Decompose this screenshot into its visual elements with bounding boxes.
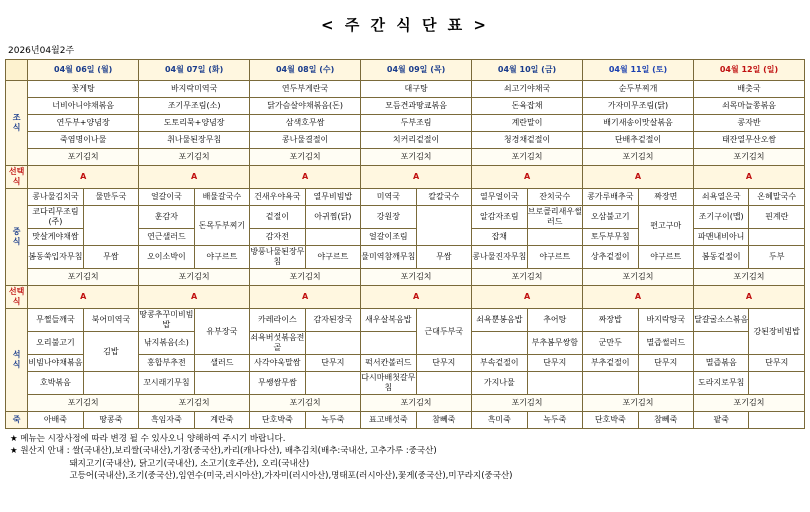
snack-option: A xyxy=(694,166,805,189)
dish-cell: 오이소박이 xyxy=(139,246,194,269)
dish-cell: 잡채 xyxy=(472,229,527,246)
snack-label: 선택식 xyxy=(6,286,28,309)
dish-cell: 바지락탕국 xyxy=(638,309,693,332)
kimchi-cell: 포기김치 xyxy=(472,269,583,286)
dish-cell: 봄동겉절이 xyxy=(694,246,749,269)
dish-cell xyxy=(527,229,582,246)
dish-cell: 편고구마 xyxy=(638,206,693,246)
snack-header-row-lunch xyxy=(6,166,805,189)
dish-cell: 꼬시래기무침 xyxy=(139,372,194,395)
dish-cell: 상추겉절이 xyxy=(583,246,638,269)
dish-cell xyxy=(83,206,138,246)
dish-cell: 잔치국수 xyxy=(527,189,582,206)
dish-cell: 새우살복음밥 xyxy=(361,309,416,332)
column-header-sun: 04월 12일 (일) xyxy=(694,60,805,81)
kimchi-cell: 포기김치 xyxy=(139,149,250,166)
dish-cell: 쇠욕뿐봉음밥 xyxy=(472,309,527,332)
dish-cell: 비빔나야채볶음 xyxy=(28,355,83,372)
dish-cell: 콩가루배추국 xyxy=(583,189,638,206)
dish-cell xyxy=(694,332,749,355)
dish-cell: 김밥 xyxy=(83,332,138,372)
porridge-cell: 참뻬죽 xyxy=(638,412,693,429)
dish-cell: 열무비빔밥 xyxy=(305,189,360,206)
dish-cell: 유부장국 xyxy=(194,309,249,355)
snack-option: A xyxy=(250,286,361,309)
dish-cell: 단무지 xyxy=(749,355,805,372)
snack-option: A xyxy=(472,166,583,189)
dish-cell: 죽염명이나물 xyxy=(28,132,139,149)
column-header-tue: 04월 07일 (화) xyxy=(139,60,250,81)
dish-cell xyxy=(583,372,638,395)
dish-cell: 가자미무조림(닭) xyxy=(583,98,694,115)
dish-cell: 방풍나물된장무침 xyxy=(250,246,305,269)
dish-cell: 쇠욕열은국 xyxy=(694,189,749,206)
table-row xyxy=(6,332,805,355)
porridge-cell: 흑미죽 xyxy=(472,412,527,429)
meal-label-dinner: 석 식 xyxy=(6,309,28,412)
dish-cell: 너비아니야채볶음 xyxy=(28,98,139,115)
kimchi-cell: 포기김치 xyxy=(250,395,361,412)
snack-option: A xyxy=(28,166,139,189)
snack-label: 선택식 xyxy=(6,166,28,189)
kimchi-cell: 포기김치 xyxy=(28,395,139,412)
snack-option: A xyxy=(139,166,250,189)
column-header-fri: 04월 10일 (금) xyxy=(472,60,583,81)
dish-cell: 감자된장국 xyxy=(305,309,360,332)
dish-cell: 무쌈 xyxy=(416,246,471,269)
dish-cell: 군만두 xyxy=(583,332,638,355)
snack-option: A xyxy=(139,286,250,309)
dish-cell: 근대두부국 xyxy=(416,309,471,355)
table-row xyxy=(6,81,805,98)
dish-cell: 조기구이(맵) xyxy=(694,206,749,229)
dish-cell: 짜장면 xyxy=(638,189,693,206)
page-title: < 주 간 식 단 표 > xyxy=(321,16,489,34)
dish-cell: 배물갈국수 xyxy=(194,189,249,206)
note-line: 고등어(국내산),조기(중국산),임연수(미국,러시아산),가자미(러시아산),명태포(러시아산),꽃게(중국산),미꾸라지(중국산) xyxy=(10,470,513,481)
dish-cell: 순두부찌개 xyxy=(583,81,694,98)
dish-cell: 다시마배첫갈무침 xyxy=(361,372,416,395)
column-header-wed: 04월 08일 (수) xyxy=(250,60,361,81)
dish-cell: 도라지로무침 xyxy=(694,372,749,395)
dish-cell xyxy=(416,206,471,246)
dish-cell: 콩나물진자무침 xyxy=(472,246,527,269)
dish-cell: 낚지볶음(소) xyxy=(139,332,194,355)
kimchi-cell: 포기김치 xyxy=(28,269,139,286)
porridge-cell: 단호박죽 xyxy=(583,412,638,429)
snack-option: A xyxy=(361,166,472,189)
meal-label-breakfast: 조 식 xyxy=(6,81,28,166)
dish-cell: 맛살게야채쌈 xyxy=(28,229,83,246)
dish-cell: 알감자조림 xyxy=(472,206,527,229)
dish-cell: 겉절이 xyxy=(250,206,305,229)
dish-cell: 두부조림 xyxy=(361,115,472,132)
dish-cell: 파맨내비아니 xyxy=(694,229,749,246)
dish-cell: 카레라이스 xyxy=(250,309,305,332)
dish-cell xyxy=(305,229,360,246)
dish-cell: 건새우야욕국 xyxy=(250,189,305,206)
dish-cell: 닭가슴살야채볶음(돈) xyxy=(250,98,361,115)
table-row xyxy=(6,149,805,166)
porridge-cell: 흑임자죽 xyxy=(139,412,194,429)
column-header-mon: 04월 06일 (월) xyxy=(28,60,139,81)
dish-cell: 쇠고기야채국 xyxy=(472,81,583,98)
dish-cell xyxy=(749,372,805,395)
dish-cell: 태잔열무산오쌈 xyxy=(694,132,805,149)
dish-cell xyxy=(638,372,693,395)
dish-cell: 쇠욕버섯볶음전골 xyxy=(250,332,305,355)
meal-label-porridge: 죽 xyxy=(6,412,28,429)
dish-cell: 무쩔들깨국 xyxy=(28,309,83,332)
dish-cell: 북어미역국 xyxy=(83,309,138,332)
table-row xyxy=(6,269,805,286)
dish-cell: 연두부게란국 xyxy=(250,81,361,98)
dish-cell xyxy=(472,332,527,355)
dish-cell: 코다리무조림(주) xyxy=(28,206,83,229)
dish-cell xyxy=(416,372,471,395)
porridge-cell: 아배죽 xyxy=(28,412,83,429)
dish-cell: 칼칼국수 xyxy=(416,189,471,206)
dish-cell: 콩나물김치국 xyxy=(28,189,83,206)
kimchi-cell: 포기김치 xyxy=(694,395,805,412)
snack-option: A xyxy=(472,286,583,309)
note-line: 돼지고기(국내산), 닭고기(국내산), 소고기(호주산), 오리(국내산) xyxy=(10,458,310,469)
dish-cell: 짜장밥 xyxy=(583,309,638,332)
dish-cell: 단무지 xyxy=(527,355,582,372)
dish-cell: 단무지 xyxy=(416,355,471,372)
porridge-cell: 참뻬죽 xyxy=(416,412,471,429)
column-header-sat: 04월 11일 (토) xyxy=(583,60,694,81)
dish-cell: 단무지 xyxy=(305,355,360,372)
dish-cell: 계란말이 xyxy=(472,115,583,132)
kimchi-cell: 포기김치 xyxy=(250,149,361,166)
dish-cell: 얼갈이조림 xyxy=(361,229,416,246)
dish-cell: 무쌈 xyxy=(83,246,138,269)
note-line: ★ 원산지 안내 : 쌀(국내산),보리쌀(국내산),기장(중국산),카리(캐나다산), 배추김치(배추:국내산, 고추가루 :중국산) xyxy=(10,446,437,457)
kimchi-cell: 포기김치 xyxy=(139,269,250,286)
dish-cell: 연근샐러드 xyxy=(139,229,194,246)
table-row xyxy=(6,115,805,132)
column-header-thu: 04월 09일 (목) xyxy=(361,60,472,81)
porridge-cell: 팥죽 xyxy=(694,412,749,429)
dish-cell: 삼색호무쌈 xyxy=(250,115,361,132)
dish-cell: 물만두국 xyxy=(83,189,138,206)
dish-cell: 브로콜리새우썰러드 xyxy=(527,206,582,229)
dish-cell: 야구르트 xyxy=(638,246,693,269)
dish-cell xyxy=(749,229,805,246)
dish-cell: 추어탕 xyxy=(527,309,582,332)
dish-cell xyxy=(305,332,360,355)
dish-cell xyxy=(194,372,249,395)
dish-cell xyxy=(361,332,416,355)
porridge-cell: 녹두죽 xyxy=(305,412,360,429)
dish-cell: 취나물된장무침 xyxy=(139,132,250,149)
menu-table xyxy=(5,59,805,429)
table-row xyxy=(6,206,805,229)
dish-cell: 콩나물결절이 xyxy=(250,132,361,149)
dish-cell xyxy=(305,372,360,395)
kimchi-cell: 포기김치 xyxy=(28,149,139,166)
dish-cell: 부추겉절이 xyxy=(583,355,638,372)
dish-cell: 퍽서칸볼러드 xyxy=(361,355,416,372)
dish-cell: 미역국 xyxy=(361,189,416,206)
dish-cell: 감자전 xyxy=(250,229,305,246)
kimchi-cell: 포기김치 xyxy=(694,149,805,166)
snack-option: A xyxy=(583,286,694,309)
dish-cell: 야구르트 xyxy=(527,246,582,269)
snack-option: A xyxy=(583,166,694,189)
dish-cell: 돈목두부찌기 xyxy=(194,206,249,246)
porridge-cell: 단호박죽 xyxy=(250,412,305,429)
dish-cell: 야구르트 xyxy=(305,246,360,269)
dish-cell: 대구탕 xyxy=(361,81,472,98)
dish-cell: 쇠목마늘쫑볶음 xyxy=(694,98,805,115)
dish-cell: 단배추겉절이 xyxy=(583,132,694,149)
note-line: ★ 메뉴는 시장사정에 따라 변경 될 수 있사오니 양해하여 주시기 바랍니다. xyxy=(10,434,286,444)
dish-cell: 가지나물 xyxy=(472,372,527,395)
table-row xyxy=(6,372,805,395)
porridge-cell: 땅콩죽 xyxy=(83,412,138,429)
dish-cell: 훈감자 xyxy=(139,206,194,229)
table-row xyxy=(6,189,805,206)
dish-cell: 콩자반 xyxy=(694,115,805,132)
kimchi-cell: 포기김치 xyxy=(472,395,583,412)
dish-cell: 도토리묵+양념장 xyxy=(139,115,250,132)
porridge-cell xyxy=(749,412,805,429)
dish-cell: 단무지 xyxy=(638,355,693,372)
kimchi-cell: 포기김치 xyxy=(250,269,361,286)
meal-label-lunch: 중 식 xyxy=(6,189,28,286)
dish-cell: 두부 xyxy=(749,246,805,269)
dish-cell: 꽃게탕 xyxy=(28,81,139,98)
dish-cell: 핀계란 xyxy=(749,206,805,229)
dish-cell xyxy=(527,372,582,395)
dish-cell: 샐러드 xyxy=(194,355,249,372)
dish-cell: 멸즙볶음 xyxy=(694,355,749,372)
snack-option: A xyxy=(361,286,472,309)
porridge-cell: 녹두죽 xyxy=(527,412,582,429)
dish-cell: 멸즙썰러드 xyxy=(638,332,693,355)
dish-cell: 돈육잡채 xyxy=(472,98,583,115)
kimchi-cell: 포기김치 xyxy=(694,269,805,286)
snack-option: A xyxy=(250,166,361,189)
table-header-row xyxy=(6,60,805,81)
snack-header-row-dinner xyxy=(6,286,805,309)
dish-cell: 연두부+양념장 xyxy=(28,115,139,132)
dish-cell: 강된장비빔밥 xyxy=(749,309,805,355)
dish-cell: 무쌩쌈무쌈 xyxy=(250,372,305,395)
snack-option: A xyxy=(28,286,139,309)
porridge-cell: 표고배섯죽 xyxy=(361,412,416,429)
table-row xyxy=(6,246,805,269)
dish-cell: 오삼불고기 xyxy=(583,206,638,229)
dish-cell: 호박볶음 xyxy=(28,372,83,395)
kimchi-cell: 포기김치 xyxy=(361,395,472,412)
dish-cell: 바지락미역국 xyxy=(139,81,250,98)
table-row xyxy=(6,98,805,115)
dish-cell: 물미역참깨무침 xyxy=(361,246,416,269)
dish-cell: 모듬견과땅쿄볶음 xyxy=(361,98,472,115)
table-row xyxy=(6,309,805,332)
porridge-cell: 계란죽 xyxy=(194,412,249,429)
dish-cell: 배기새송이맛살볶음 xyxy=(583,115,694,132)
dish-cell: 온혜말국수 xyxy=(749,189,805,206)
dish-cell: 치커리겉절이 xyxy=(361,132,472,149)
dish-cell: 부추봄무쌍함 xyxy=(527,332,582,355)
dish-cell: 야구르트 xyxy=(194,246,249,269)
porridge-row xyxy=(6,412,805,429)
kimchi-cell: 포기김치 xyxy=(361,269,472,286)
dish-cell: 얼갈이국 xyxy=(139,189,194,206)
dish-cell: 아귀찜(닭) xyxy=(305,206,360,229)
dish-cell xyxy=(83,372,138,395)
kimchi-cell: 포기김치 xyxy=(583,149,694,166)
kimchi-cell: 포기김치 xyxy=(472,149,583,166)
table-row xyxy=(6,132,805,149)
dish-cell: 토두부무침 xyxy=(583,229,638,246)
dish-cell: 사각야욱말쌈 xyxy=(250,355,305,372)
table-row xyxy=(6,395,805,412)
kimchi-cell: 포기김치 xyxy=(583,269,694,286)
dish-cell: 부속겉절이 xyxy=(472,355,527,372)
dish-cell: 강원장 xyxy=(361,206,416,229)
kimchi-cell: 포기김치 xyxy=(361,149,472,166)
week-label: 2026년04월2주 xyxy=(8,46,75,56)
dish-cell: 홍합부추전 xyxy=(139,355,194,372)
dish-cell: 땅콩추꾸미비빔밥 xyxy=(139,309,194,332)
dish-cell: 청경채겉절이 xyxy=(472,132,583,149)
dish-cell: 오리불고기 xyxy=(28,332,83,355)
snack-option: A xyxy=(694,286,805,309)
kimchi-cell: 포기김치 xyxy=(139,395,250,412)
dish-cell: 달걀굴소스볶음 xyxy=(694,309,749,332)
footer-notes xyxy=(4,429,806,482)
dish-cell: 열무얼이국 xyxy=(472,189,527,206)
corner-cell xyxy=(6,60,28,81)
dish-cell: 조기무조림(소) xyxy=(139,98,250,115)
dish-cell: 봄동쑥입자무침 xyxy=(28,246,83,269)
kimchi-cell: 포기김치 xyxy=(583,395,694,412)
dish-cell: 배춧국 xyxy=(694,81,805,98)
